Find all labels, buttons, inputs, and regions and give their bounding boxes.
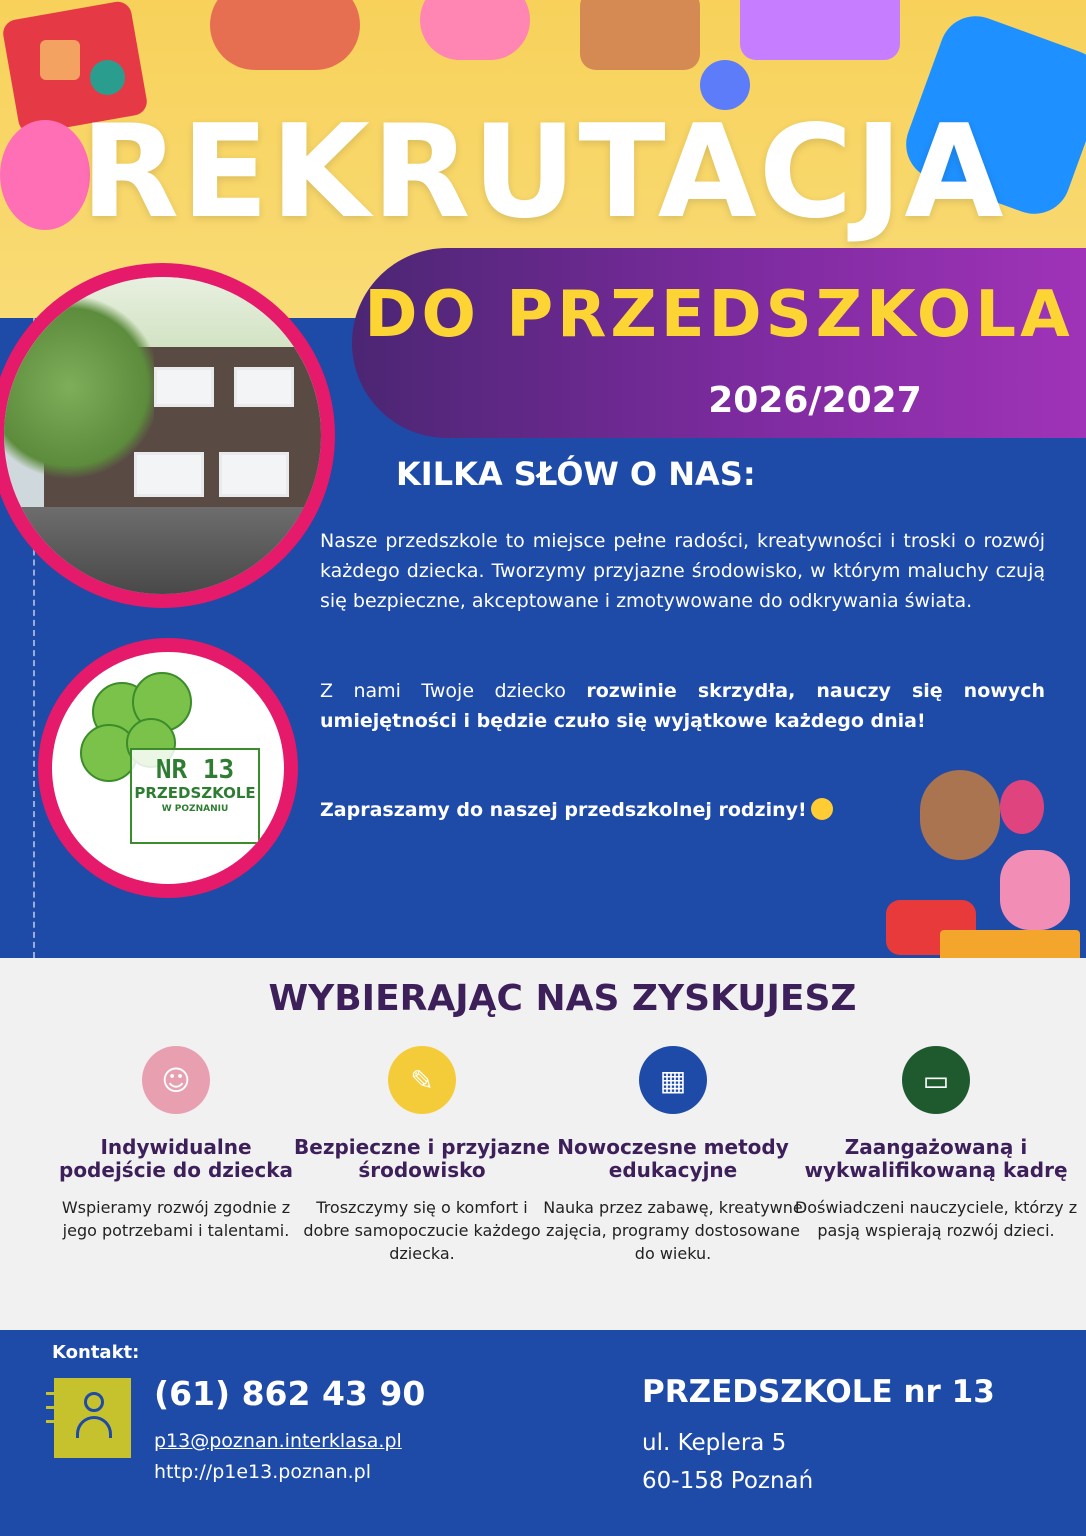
benefit-title: Bezpieczne i przyjazne środowisko: [294, 1135, 550, 1182]
building-photo: [4, 277, 321, 594]
benefit-desc: Troszczymy się o komfort i dobre samopoczucie każdego dziecka.: [303, 1198, 541, 1263]
benefit-desc: Nauka przez zabawę, kreatywne zajęcia, programy dostosowane do wieku.: [543, 1198, 803, 1263]
toy-ball: [90, 60, 125, 95]
invite-label: Zapraszamy do naszej przedszkolnej rodziny!: [320, 799, 807, 821]
subtitle: DO PRZEDSZKOLA: [364, 278, 1074, 352]
benefit-item: [786, 1046, 1086, 1242]
phone-number[interactable]: (61) 862 43 90: [154, 1374, 426, 1413]
benefit-item: [543, 1046, 803, 1265]
smile-emoji-icon: [811, 798, 833, 820]
teddy-bear-icon: [920, 770, 1000, 860]
balloon-icon: [1000, 780, 1044, 834]
building-photo-frame: [0, 263, 335, 608]
website-link[interactable]: http://p1e13.poznan.pl: [154, 1461, 372, 1483]
email-link[interactable]: p13@poznan.interklasa.pl: [154, 1430, 402, 1452]
art-supplies-icon: ✎: [388, 1046, 456, 1114]
toy-pink: [420, 0, 530, 60]
address-city: 60-158 Poznań: [642, 1468, 814, 1494]
contact-person-icon: [54, 1378, 131, 1458]
benefit-title: Nowoczesne metody edukacyjne: [557, 1135, 789, 1182]
toy-block: [40, 40, 80, 80]
benefit-title: Indywidualne podejście do dziecka: [59, 1135, 293, 1182]
benefit-desc: Doświadczeni nauczyciele, którzy z pasją wspierają rozwój dzieci.: [794, 1198, 1078, 1240]
toy-wooden-frame: [580, 0, 700, 70]
about-heading: KILKA SŁÓW O NAS:: [396, 455, 756, 493]
open-book-icon: ▭: [902, 1046, 970, 1114]
toy-airplane: [210, 0, 360, 70]
school-year: 2026/2027: [708, 380, 922, 421]
address-street: ul. Keplera 5: [642, 1430, 787, 1456]
invite-text: [320, 798, 930, 821]
benefit-item: [46, 1046, 306, 1242]
children-faces-icon: ☺: [142, 1046, 210, 1114]
doll-icon: [1000, 850, 1070, 930]
benefit-item: [292, 1046, 552, 1265]
benefit-desc: Wspieramy rozwój zgodnie z jego potrzebami i talentami.: [61, 1198, 291, 1240]
toy-xylophone: [740, 0, 900, 60]
about-paragraph-2-bold: rozwinie skrzydła, nauczy się nowych umiejętności i będzie czuło się wyjątkowe każdego dnia!: [320, 680, 1045, 732]
logo-city: W POZNANIU: [161, 804, 229, 814]
logo-text-box: [130, 748, 260, 844]
benefit-title: Zaangażowaną i wykwalifikowaną kadrę: [804, 1135, 1068, 1182]
logo-name: PRZEDSZKOLE: [134, 784, 256, 802]
school-logo-frame: [38, 638, 298, 898]
school-logo: [52, 652, 284, 884]
logo-number: NR 13: [155, 755, 235, 785]
about-paragraph-2-plain: Z nami Twoje dziecko: [320, 680, 587, 702]
contact-label: Kontakt:: [52, 1342, 140, 1363]
about-paragraph-2: [320, 676, 1045, 736]
poster-title: REKRUTACJA: [80, 98, 1006, 247]
abc-blocks-icon: ▦: [639, 1046, 707, 1114]
about-paragraph-1: Nasze przedszkole to miejsce pełne radości, kreatywności i troski o rozwój każdego dziecka. Tworzymy przyjazne środowisko, w którym maluchy czują się bezpieczne, akceptowane i zmotywowane do odkrywania świata.: [320, 530, 1045, 612]
benefits-heading: WYBIERAJĄC NAS ZYSKUJESZ: [268, 978, 857, 1019]
school-name: PRZEDSZKOLE nr 13: [642, 1374, 995, 1410]
